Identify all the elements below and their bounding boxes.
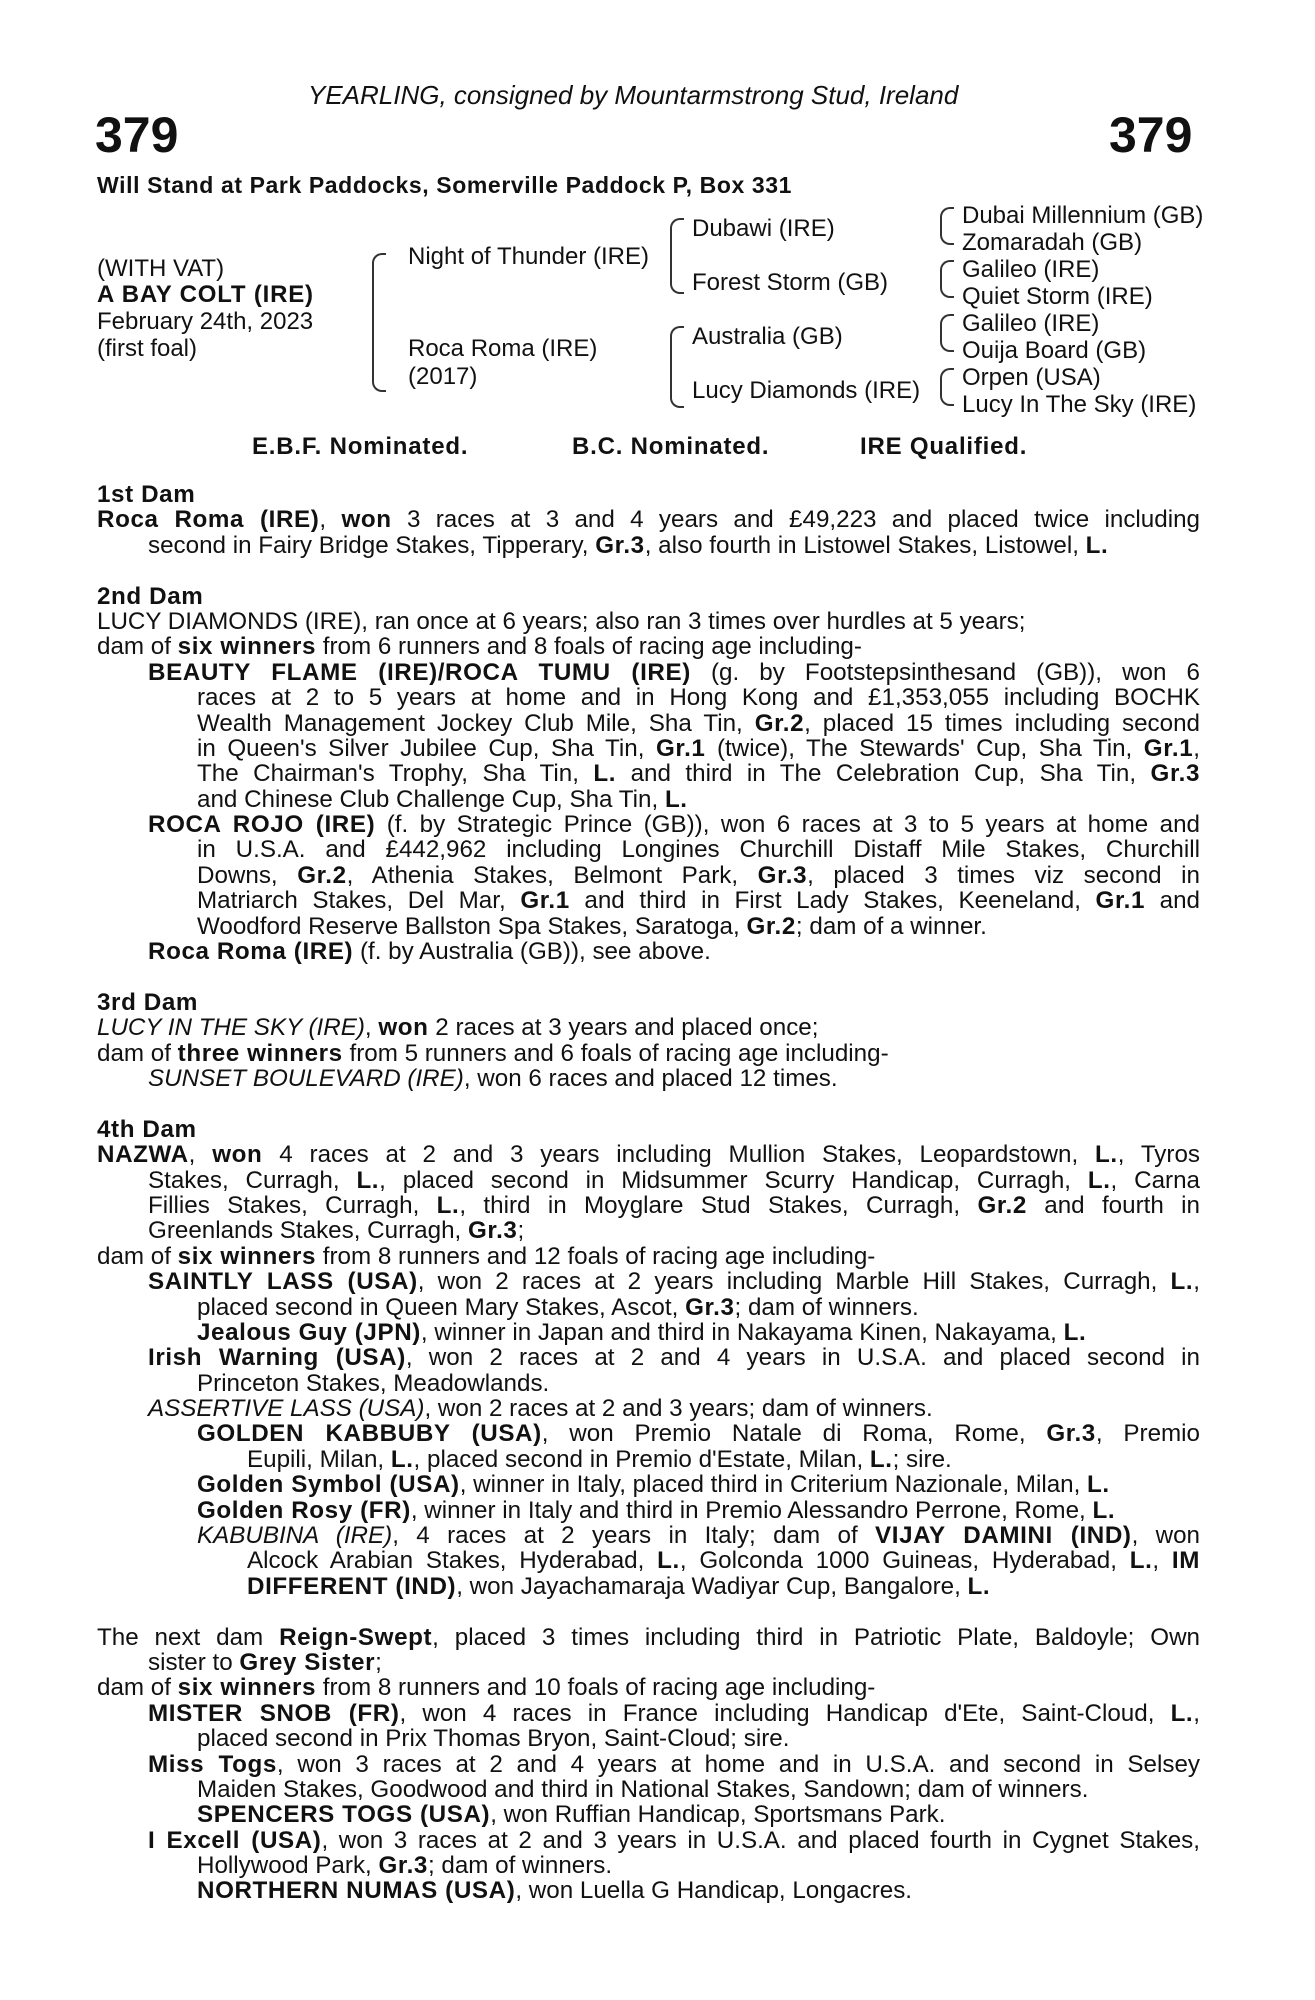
text-run: L. xyxy=(664,785,688,813)
text-run: , won 4 races in France including Handicap d'Ete, Saint-Cloud, xyxy=(399,1699,1171,1727)
text-run: in U.S.A. and £442,962 including Longines Churchill Distaff Mile Stakes, Churchill xyxy=(197,836,1200,864)
text-run: GOLDEN KABBUBY (USA) xyxy=(197,1420,542,1448)
bc-nomination: B.C. Nominated. xyxy=(572,433,770,460)
pedigree-brace-sd xyxy=(940,260,954,298)
text-run: SUNSET BOULEVARD (IRE) xyxy=(148,1064,464,1092)
text-run: VIJAY DAMINI (IND) xyxy=(875,1522,1132,1550)
text-run: , Tyros xyxy=(1117,1141,1200,1169)
text-run: The next dam xyxy=(97,1623,280,1651)
text-run: SPENCERS TOGS (USA) xyxy=(197,1801,491,1829)
stand-location: Will Stand at Park Paddocks, Somerville Paddock P, Box 331 xyxy=(97,172,793,198)
pedigree-ddd: Lucy In The Sky (IRE) xyxy=(962,391,1197,418)
text-run: MISTER SNOB (FR) xyxy=(148,1699,400,1727)
text-run: NORTHERN NUMAS (USA) xyxy=(197,1877,516,1905)
text-run: and third in First Lady Stakes, Keeneland, xyxy=(569,887,1096,915)
text-run: , xyxy=(1152,1547,1172,1575)
text-run: Gr.3 xyxy=(757,861,808,889)
pedigree-dss: Galileo (IRE) xyxy=(962,310,1100,337)
text-run: Matriarch Stakes, Del Mar, xyxy=(197,887,521,915)
text-line xyxy=(97,533,1200,558)
text-run: , won 3 races at 2 and 3 years in U.S.A. and placed fourth in Cygnet Stakes, xyxy=(321,1826,1200,1854)
text-line xyxy=(97,1421,1200,1446)
text-line xyxy=(97,1295,1200,1320)
text-run: L. xyxy=(1129,1547,1153,1575)
text-run: placed second in Prix Thomas Bryon, Saint-Cloud; sire. xyxy=(197,1725,790,1753)
text-run: Golden Rosy (FR) xyxy=(197,1496,411,1524)
text-run: six winners xyxy=(177,1674,317,1702)
text-run: , won Luella G Handicap, Longacres. xyxy=(515,1877,913,1905)
text-run: from 8 runners and 10 foals of racing age including- xyxy=(316,1674,876,1702)
pedigree-sdd: Quiet Storm (IRE) xyxy=(962,283,1153,310)
text-run: and Chinese Club Challenge Cup, Sha Tin, xyxy=(197,785,665,813)
text-run: , won 6 races and placed 12 times. xyxy=(463,1064,838,1092)
text-run: , placed 15 times including second xyxy=(804,709,1200,737)
text-line xyxy=(97,1472,1200,1497)
text-run: Gr.1 xyxy=(1095,887,1146,915)
text-run: Gr.1 xyxy=(520,887,570,915)
text-line xyxy=(97,863,1200,888)
text-line xyxy=(97,1218,1200,1243)
text-run: Maiden Stakes, Goodwood and third in National Stakes, Sandown; dam of winners. xyxy=(197,1775,1089,1803)
text-line xyxy=(97,1802,1200,1827)
foaling-date: February 24th, 2023 xyxy=(97,308,314,335)
text-run: (twice), The Stewards' Cup, Sha Tin, xyxy=(705,734,1144,762)
text-line xyxy=(97,1193,1200,1218)
text-run: from 5 runners and 6 foals of racing age including- xyxy=(342,1039,889,1067)
text-run: dam of xyxy=(97,633,178,661)
text-run: , won 3 races at 2 and 4 years at home and in U.S.A. and second in Selsey xyxy=(276,1750,1200,1778)
text-run: Grey Sister xyxy=(239,1648,376,1676)
text-line xyxy=(97,812,1200,837)
text-line xyxy=(97,1447,1200,1472)
text-run: L. xyxy=(1085,531,1109,559)
text-run: Jealous Guy (JPN) xyxy=(197,1318,421,1346)
text-run: Gr.2 xyxy=(754,709,805,737)
text-run: , placed second in Midsummer Scurry Handicap, Curragh, xyxy=(379,1166,1088,1194)
text-run: ; dam of winners. xyxy=(427,1852,613,1880)
text-run: Reign-Swept xyxy=(279,1623,433,1651)
text-run: IM xyxy=(1171,1547,1200,1575)
text-run: , won 2 races at 2 and 3 years; dam of winners. xyxy=(424,1395,933,1423)
text-run: and xyxy=(1145,887,1200,915)
second-dam-heading: 2nd Dam xyxy=(97,582,204,610)
text-run: Gr.2 xyxy=(977,1191,1027,1219)
text-run: , Golconda 1000 Guineas, Hyderabad, xyxy=(679,1547,1130,1575)
pedigree-sire: Night of Thunder (IRE) xyxy=(408,243,649,270)
text-line xyxy=(97,1853,1200,1878)
text-run: L. xyxy=(1095,1141,1118,1169)
text-run: ; xyxy=(517,1217,525,1245)
text-run: won xyxy=(212,1141,263,1169)
text-run: , also fourth in Listowel Stakes, Listowel, xyxy=(644,531,1086,559)
text-line xyxy=(97,761,1200,786)
text-line xyxy=(97,1168,1200,1193)
text-line xyxy=(97,1269,1200,1294)
text-line xyxy=(97,1625,1200,1650)
text-run: L. xyxy=(1063,1318,1087,1346)
text-run: 3 races at 3 and 4 years and £49,223 and placed twice including xyxy=(391,506,1200,534)
text-run: BEAUTY FLAME (IRE)/ROCA TUMU (IRE) xyxy=(148,658,691,686)
text-run: and third in The Celebration Cup, Sha Tin, xyxy=(616,760,1151,788)
text-line xyxy=(97,914,1200,939)
text-run: and fourth in xyxy=(1026,1191,1200,1219)
text-run: Woodford Reserve Ballston Spa Stakes, Saratoga, xyxy=(197,912,747,940)
text-line xyxy=(97,1371,1200,1396)
text-run: placed second in Queen Mary Stakes, Ascot, xyxy=(197,1293,686,1321)
text-run: 4 races at 2 and 3 years including Mullion Stakes, Leopardstown, xyxy=(262,1141,1096,1169)
text-run: Gr.3 xyxy=(1046,1420,1096,1448)
text-run: dam of xyxy=(97,1242,178,1270)
text-run: , placed 3 times including third in Patriotic Plate, Baldoyle; Own xyxy=(432,1623,1201,1651)
text-run: Fillies Stakes, Curragh, xyxy=(148,1191,437,1219)
text-line xyxy=(97,1828,1200,1853)
consignment-line: YEARLING, consigned by Mountarmstrong Stud, Ireland xyxy=(308,80,959,110)
text-run: in Queen's Silver Jubilee Cup, Sha Tin, xyxy=(197,734,656,762)
text-run: Gr.3 xyxy=(378,1852,428,1880)
text-run: Gr.3 xyxy=(467,1217,518,1245)
text-run: second in Fairy Bridge Stakes, Tipperary, xyxy=(148,531,596,559)
text-run: (g. by Footstepsinthesand (GB)), won 6 xyxy=(690,658,1200,686)
text-line xyxy=(97,1752,1200,1777)
text-run: L. xyxy=(967,1572,991,1600)
text-line xyxy=(97,1574,1200,1599)
text-run: , winner in Italy and third in Premio Alessandro Perrone, Rome, xyxy=(410,1496,1093,1524)
text-run: six winners xyxy=(177,1242,317,1270)
pedigree-brace-dd xyxy=(940,368,954,406)
pedigree-dam-year: (2017) xyxy=(408,363,478,390)
ebf-nomination: E.B.F. Nominated. xyxy=(252,433,469,460)
text-run: from 8 runners and 12 foals of racing age including- xyxy=(316,1242,876,1270)
text-run: L. xyxy=(657,1547,680,1575)
text-line xyxy=(97,660,1200,685)
text-run: dam of xyxy=(97,1674,178,1702)
text-line xyxy=(97,1701,1200,1726)
text-line xyxy=(97,711,1200,736)
text-run: Roca Roma (IRE) xyxy=(97,506,320,534)
text-line xyxy=(97,1777,1200,1802)
text-run: LUCY IN THE SKY (IRE) xyxy=(97,1014,365,1042)
text-run: , third in Moyglare Stud Stakes, Curragh, xyxy=(459,1191,978,1219)
text-run: , won Premio Natale di Roma, Rome, xyxy=(541,1420,1047,1448)
fourth-dam-heading: 4th Dam xyxy=(97,1115,197,1143)
text-run: Stakes, Curragh, xyxy=(148,1166,357,1194)
text-line xyxy=(97,1396,1200,1421)
text-run: races at 2 to 5 years at home and in Hong Kong and £1,353,055 including BOCHK xyxy=(197,684,1200,712)
text-line xyxy=(97,1675,1200,1700)
text-line xyxy=(97,634,1200,659)
text-run: won xyxy=(341,506,392,534)
text-run: Gr.3 xyxy=(595,531,645,559)
text-run: Gr.1 xyxy=(656,734,706,762)
text-run: six winners xyxy=(177,633,317,661)
text-run: Roca Roma (IRE) xyxy=(148,938,354,966)
pedigree-brace-main xyxy=(372,253,386,392)
text-run: from 6 runners and 8 foals of racing age including- xyxy=(316,633,862,661)
text-run: , Premio xyxy=(1095,1420,1201,1448)
text-line xyxy=(97,1015,1200,1040)
text-run: Greenlands Stakes, Curragh, xyxy=(148,1217,468,1245)
text-line xyxy=(97,1320,1200,1345)
text-line xyxy=(97,1066,1200,1091)
pedigree-dam-dam: Lucy Diamonds (IRE) xyxy=(692,377,921,404)
pedigree-dds: Orpen (USA) xyxy=(962,364,1101,391)
text-line xyxy=(97,1244,1200,1269)
text-line xyxy=(97,837,1200,862)
text-run: Gr.1 xyxy=(1143,734,1194,762)
text-run: Gr.2 xyxy=(746,912,796,940)
text-run: dam of xyxy=(97,1039,178,1067)
first-dam-heading: 1st Dam xyxy=(97,481,196,508)
pedigree-dam: Roca Roma (IRE) xyxy=(408,335,598,362)
text-run: , xyxy=(1193,1268,1200,1296)
text-run: L. xyxy=(1087,1166,1111,1194)
text-run: ; dam of winners. xyxy=(734,1293,919,1321)
pedigree-brace-ds xyxy=(940,314,954,352)
text-run: ASSERTIVE LASS (USA) xyxy=(148,1395,425,1423)
text-line xyxy=(97,609,1200,634)
text-run: The Chairman's Trophy, Sha Tin, xyxy=(197,760,594,788)
text-run: Golden Symbol (USA) xyxy=(197,1471,460,1499)
pedigree-sire-sire: Dubawi (IRE) xyxy=(692,215,835,242)
text-line xyxy=(97,939,1200,964)
text-run: , won 2 races at 2 years including Marble Hill Stakes, Curragh, xyxy=(417,1268,1171,1296)
text-line xyxy=(97,685,1200,710)
text-line xyxy=(97,1878,1200,1903)
text-line xyxy=(97,736,1200,761)
text-run: , xyxy=(1193,734,1200,762)
text-line xyxy=(97,507,1200,532)
vat-note: (WITH VAT) xyxy=(97,255,225,282)
text-run: , xyxy=(319,506,342,534)
text-run: L. xyxy=(869,1445,893,1473)
text-run: , xyxy=(188,1141,213,1169)
text-run: , winner in Japan and third in Nakayama Kinen, Nakayama, xyxy=(420,1318,1064,1346)
text-run: , placed second in Premio d'Estate, Milan, xyxy=(413,1445,870,1473)
text-run: Downs, xyxy=(197,861,298,889)
text-run: ; dam of a winner. xyxy=(795,912,987,940)
text-run: , placed 3 times viz second in xyxy=(807,861,1200,889)
text-line xyxy=(97,1498,1200,1523)
text-run: Gr.3 xyxy=(1150,760,1200,788)
text-run: L. xyxy=(356,1166,380,1194)
text-run: L. xyxy=(1170,1268,1194,1296)
text-run: , winner in Italy, placed third in Criterium Nazionale, Milan, xyxy=(459,1471,1088,1499)
third-dam-heading: 3rd Dam xyxy=(97,988,198,1016)
text-line xyxy=(97,787,1200,812)
text-run: Hollywood Park, xyxy=(197,1852,379,1880)
text-run: LUCY DIAMONDS (IRE), ran once at 6 years; also ran 3 times over hurdles at 5 years; xyxy=(97,607,1026,635)
text-line xyxy=(97,1650,1200,1675)
text-line xyxy=(97,1041,1200,1066)
text-run: won xyxy=(378,1014,429,1042)
text-run: Gr.3 xyxy=(685,1293,735,1321)
pedigree-ssd: Zomaradah (GB) xyxy=(962,229,1143,256)
text-run: , won 2 races at 2 and 4 years in U.S.A. and placed second in xyxy=(405,1344,1200,1372)
text-run: , won Jayachamaraja Wadiyar Cup, Bangalore, xyxy=(456,1572,968,1600)
text-run: , won xyxy=(1131,1522,1201,1550)
text-line xyxy=(97,1523,1200,1548)
text-run: L. xyxy=(1092,1496,1116,1524)
text-run: NAZWA xyxy=(97,1141,189,1169)
text-run: L. xyxy=(593,760,617,788)
text-run: Miss Togs xyxy=(148,1750,277,1778)
text-run: L. xyxy=(1170,1699,1194,1727)
text-run: (f. by Strategic Prince (GB)), won 6 races at 3 to 5 years at home and xyxy=(375,811,1200,839)
text-run: (f. by Australia (GB)), see above. xyxy=(353,938,711,966)
text-run: ; sire. xyxy=(892,1445,952,1473)
text-run: ROCA ROJO (IRE) xyxy=(148,811,376,839)
text-run: three winners xyxy=(177,1039,343,1067)
text-run: Eupili, Milan, xyxy=(247,1445,391,1473)
text-run: , Athenia Stakes, Belmont Park, xyxy=(346,861,758,889)
text-run: Alcock Arabian Stakes, Hyderabad, xyxy=(247,1547,658,1575)
text-run: Irish Warning (USA) xyxy=(148,1344,406,1372)
text-line xyxy=(97,1548,1200,1573)
text-run: L. xyxy=(436,1191,460,1219)
lot-number-right: 379 xyxy=(1109,107,1193,163)
lot-number-left: 379 xyxy=(95,107,179,163)
text-run: , won Ruffian Handicap, Sportsmans Park. xyxy=(490,1801,946,1829)
text-line xyxy=(97,1726,1200,1751)
text-run: sister to xyxy=(148,1648,240,1676)
catalogue-body xyxy=(97,482,1200,1904)
text-line xyxy=(97,1142,1200,1167)
pedigree-sds: Galileo (IRE) xyxy=(962,256,1100,283)
pedigree-sss: Dubai Millennium (GB) xyxy=(962,202,1204,229)
text-run: Gr.2 xyxy=(297,861,347,889)
text-line xyxy=(97,1345,1200,1370)
text-run: DIFFERENT (IND) xyxy=(247,1572,457,1600)
text-run: SAINTLY LASS (USA) xyxy=(148,1268,418,1296)
pedigree-brace-ss xyxy=(940,207,954,245)
text-run: , Carna xyxy=(1110,1166,1200,1194)
ire-qualified: IRE Qualified. xyxy=(860,433,1028,460)
text-run: L. xyxy=(390,1445,414,1473)
text-run: , xyxy=(364,1014,379,1042)
text-run: KABUBINA (IRE) xyxy=(197,1522,393,1550)
pedigree-dam-sire: Australia (GB) xyxy=(692,323,843,350)
text-run: Princeton Stakes, Meadowlands. xyxy=(197,1369,550,1397)
text-line xyxy=(97,888,1200,913)
text-run: 2 races at 3 years and placed once; xyxy=(428,1014,819,1042)
pedigree-brace-dam xyxy=(670,326,684,408)
pedigree-brace-sire xyxy=(670,218,684,294)
text-run: , xyxy=(1193,1699,1200,1727)
text-run: ; xyxy=(375,1648,382,1676)
text-run: Wealth Management Jockey Club Mile, Sha Tin, xyxy=(197,709,755,737)
text-run: L. xyxy=(1087,1471,1110,1499)
pedigree-dsd: Ouija Board (GB) xyxy=(962,337,1147,364)
text-run: I Excell (USA) xyxy=(148,1826,322,1854)
first-foal-note: (first foal) xyxy=(97,335,198,362)
horse-name: A BAY COLT (IRE) xyxy=(97,281,314,308)
pedigree-sire-dam: Forest Storm (GB) xyxy=(692,269,889,296)
text-run: , 4 races at 2 years in Italy; dam of xyxy=(392,1522,876,1550)
